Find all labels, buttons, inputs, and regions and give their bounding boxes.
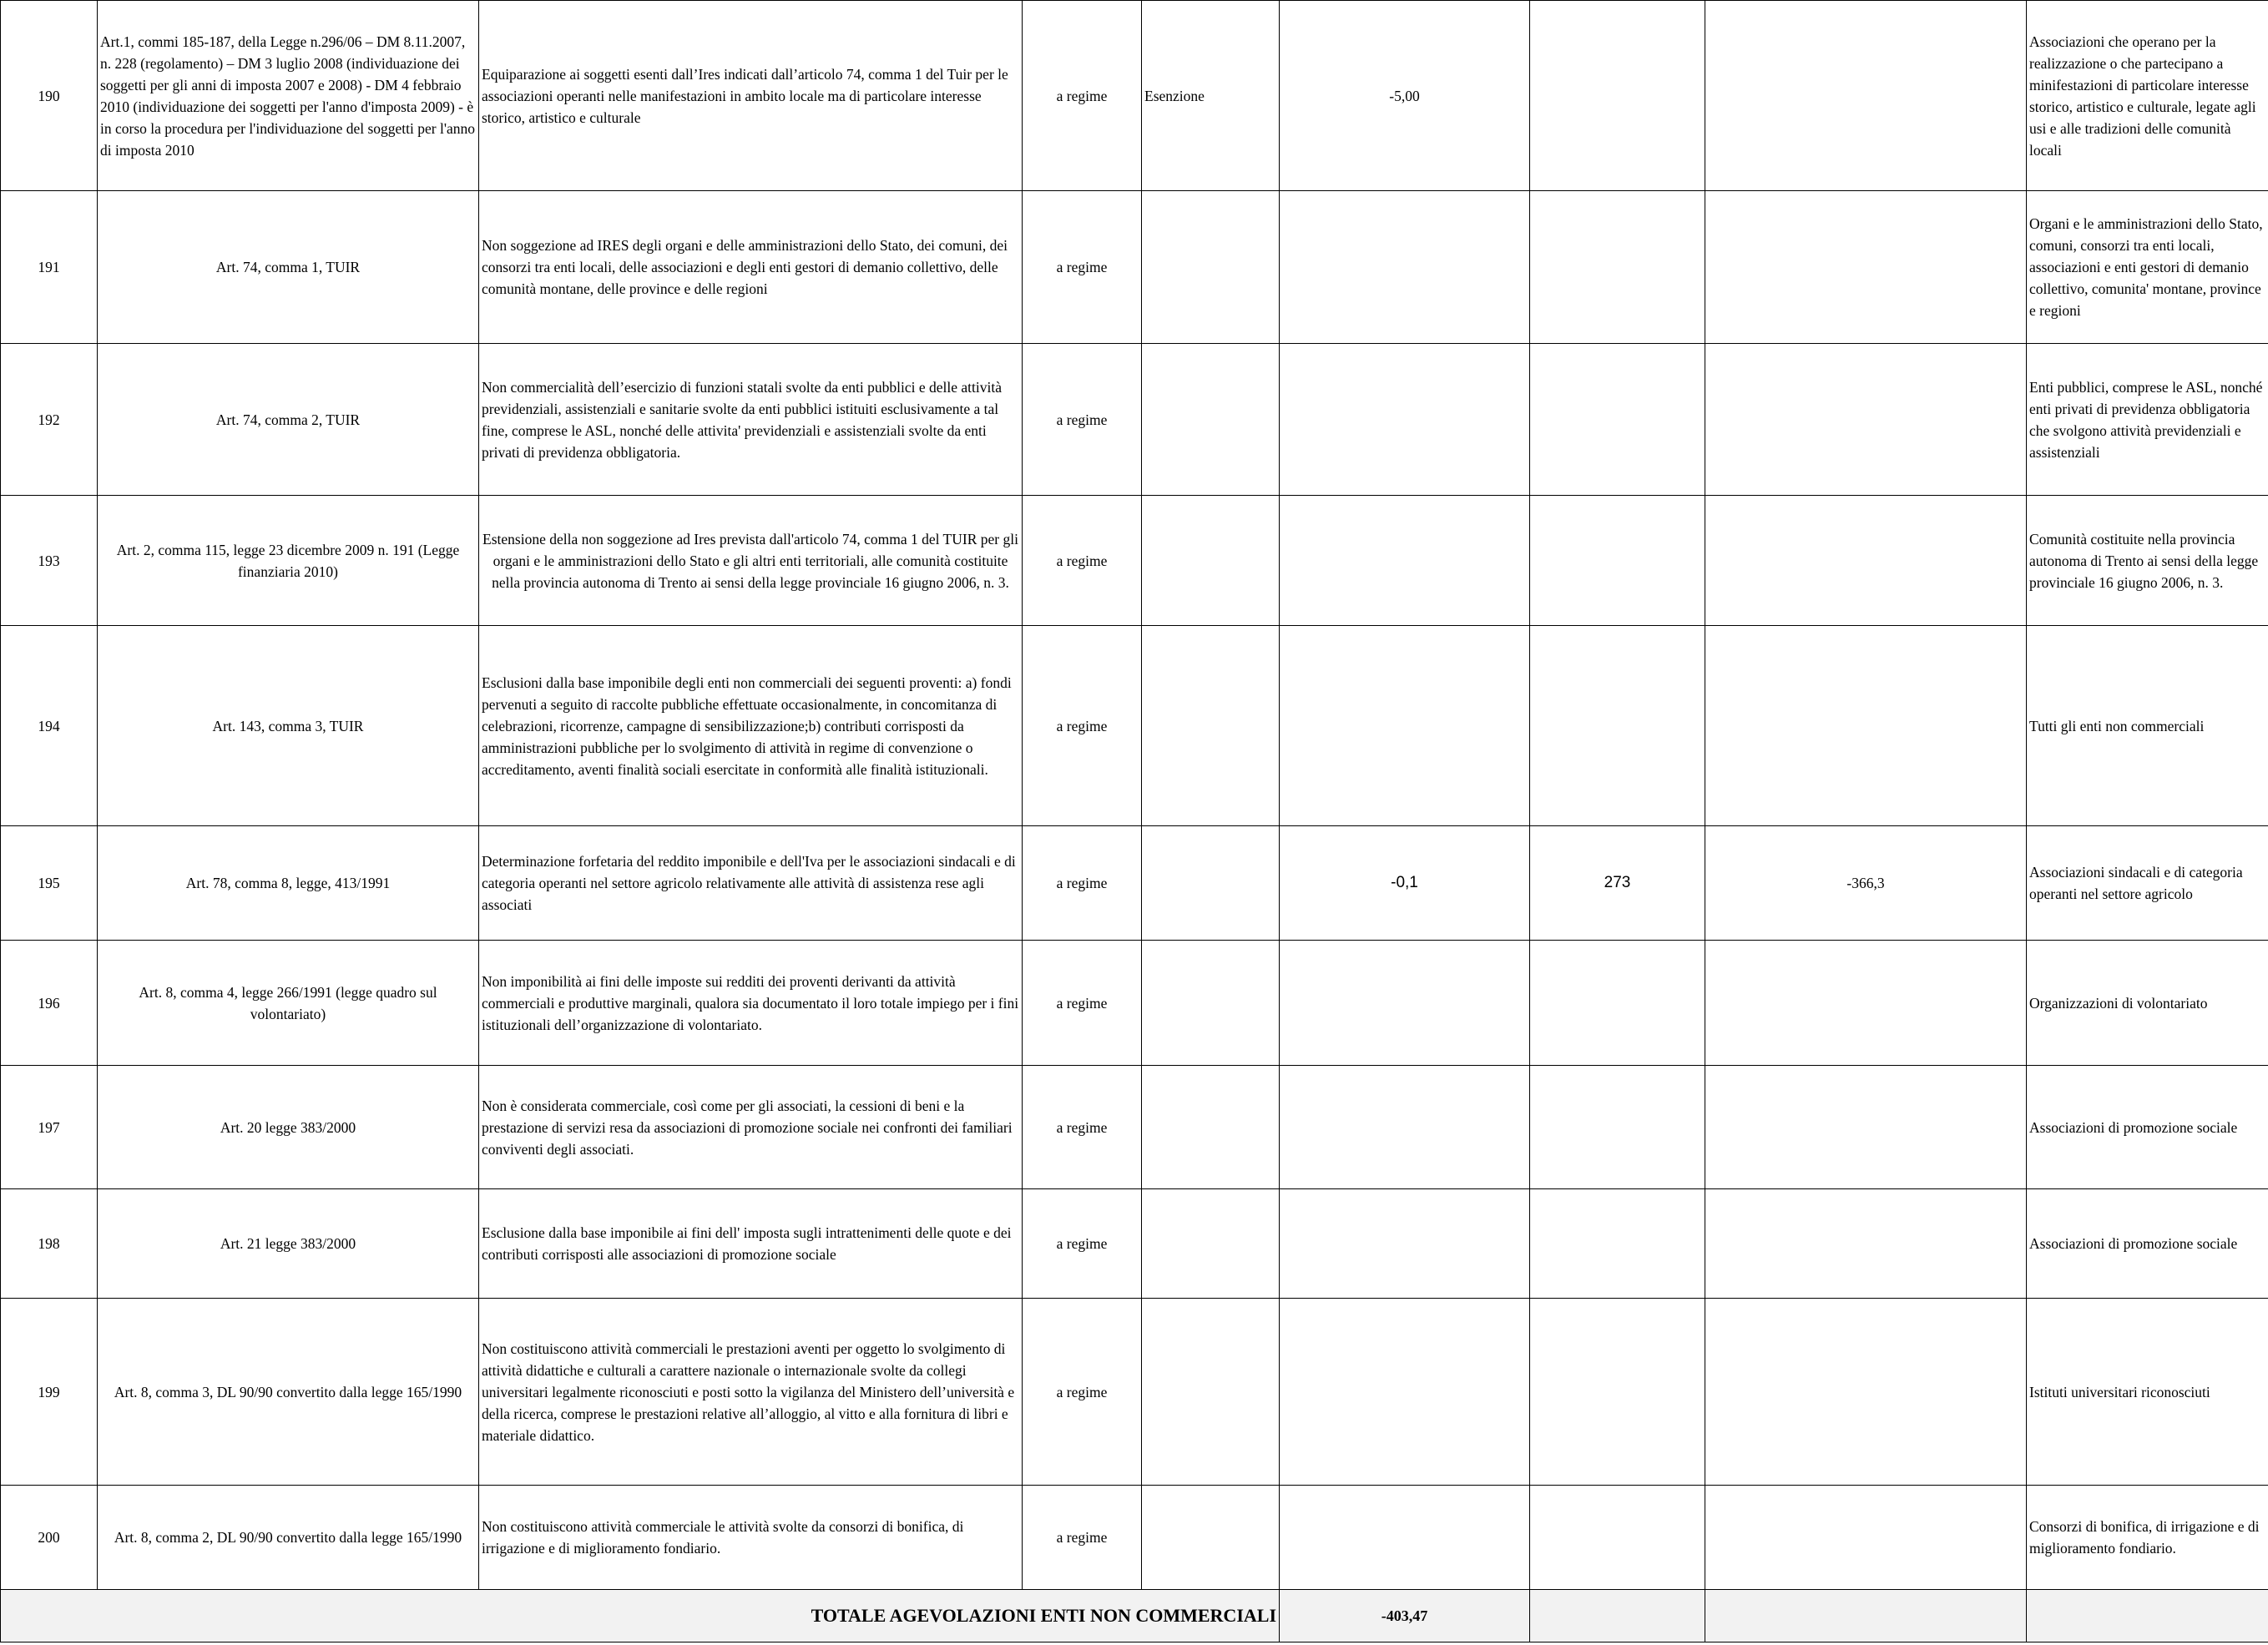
- beneficiaries: Comunità costituite nella provincia autonoma di Trento ai sensi della legge provinciale 16 giugno 2006, n. 3.: [2027, 496, 2268, 626]
- table-row: [1, 344, 2268, 496]
- duration: a regime: [1023, 941, 1142, 1066]
- duration: a regime: [1023, 344, 1142, 496]
- row-number: 196: [1, 941, 98, 1066]
- description: Non soggezione ad IRES degli organi e delle amministrazioni dello Stato, dei comuni, dei consorzi tra enti locali, delle associazioni e degli enti gestori di demanio collettivo, delle comunità montane, delle province e delle regioni: [479, 191, 1023, 344]
- value-2: [1530, 1066, 1705, 1189]
- row-number: 195: [1, 826, 98, 941]
- value-3: [1705, 1, 2027, 191]
- value-2: [1530, 344, 1705, 496]
- total-row: [1, 1590, 2268, 1642]
- value-3: [1705, 941, 2027, 1066]
- value-1: [1280, 1066, 1530, 1189]
- value-3: -366,3: [1705, 826, 2027, 941]
- total-empty-cell: [1530, 1590, 1705, 1642]
- row-number: 198: [1, 1189, 98, 1299]
- beneficiaries: Enti pubblici, comprese le ASL, nonché enti privati di previdenza obbligatoria che svolgono attività previdenziali e assistenziali: [2027, 344, 2268, 496]
- duration: a regime: [1023, 1486, 1142, 1590]
- duration: a regime: [1023, 1066, 1142, 1189]
- description: Non commercialità dell’esercizio di funzioni statali svolte da enti pubblici e delle attività previdenziali, assistenziali e sanitarie svolte da enti pubblici istituiti esclusivamente a tal fine, comprese le ASL, nonché delle attivita' previdenziali e assistenziali svolte da enti privati di previdenza obbligatoria.: [479, 344, 1023, 496]
- value-2: [1530, 1299, 1705, 1486]
- value-1: [1280, 941, 1530, 1066]
- legal-reference: Art. 20 legge 383/2000: [98, 1066, 479, 1189]
- beneficiaries: Associazioni di promozione sociale: [2027, 1066, 2268, 1189]
- value-3: [1705, 191, 2027, 344]
- duration: a regime: [1023, 1, 1142, 191]
- beneficiaries: Organi e le amministrazioni dello Stato, comuni, consorzi tra enti locali, associazioni e enti gestori di demanio collettivo, comunita' montane, province e regioni: [2027, 191, 2268, 344]
- description: Non costituiscono attività commerciale le attività svolte da consorzi di bonifica, di irrigazione e di miglioramento fondiario.: [479, 1486, 1023, 1590]
- value-3: [1705, 1299, 2027, 1486]
- value-3: [1705, 1066, 2027, 1189]
- value-3: [1705, 626, 2027, 826]
- row-number: 191: [1, 191, 98, 344]
- beneficiaries: Associazioni di promozione sociale: [2027, 1189, 2268, 1299]
- value-2: [1530, 496, 1705, 626]
- row-number: 193: [1, 496, 98, 626]
- legal-reference: Art. 8, comma 4, legge 266/1991 (legge quadro sul volontariato): [98, 941, 479, 1066]
- value-2: 273: [1530, 826, 1705, 941]
- value-1: [1280, 1486, 1530, 1590]
- row-number: 199: [1, 1299, 98, 1486]
- total-label: TOTALE AGEVOLAZIONI ENTI NON COMMERCIALI: [1, 1590, 1280, 1642]
- duration: a regime: [1023, 1189, 1142, 1299]
- relief-type: [1142, 826, 1280, 941]
- description: Determinazione forfetaria del reddito imponibile e dell'Iva per le associazioni sindacali e di categoria operanti nel settore agricolo relativamente alle attività di assistenza rese agli associati: [479, 826, 1023, 941]
- value-2: [1530, 626, 1705, 826]
- relief-type: [1142, 496, 1280, 626]
- row-number: 190: [1, 1, 98, 191]
- relief-type: [1142, 344, 1280, 496]
- relief-type: [1142, 191, 1280, 344]
- duration: a regime: [1023, 826, 1142, 941]
- value-3: [1705, 1189, 2027, 1299]
- description: Non è considerata commerciale, così come per gli associati, la cessioni di beni e la prestazione di servizi resa da associazioni di promozione sociale nei confronti dei familiari conviventi degli associati.: [479, 1066, 1023, 1189]
- description: Non costituiscono attività commerciali le prestazioni aventi per oggetto lo svolgimento di attività didattiche e culturali a carattere nazionale o internazionale svolte da collegi universitari legalmente riconosciuti e posti sotto la vigilanza del Ministero dell’università e della ricerca, comprese le prestazioni relative all’alloggio, al vitto e alla fornitura di libri e materiale didattico.: [479, 1299, 1023, 1486]
- legal-reference: Art. 21 legge 383/2000: [98, 1189, 479, 1299]
- relief-type: [1142, 626, 1280, 826]
- legal-reference: Art. 74, comma 1, TUIR: [98, 191, 479, 344]
- table-row: [1, 1299, 2268, 1486]
- relief-type: [1142, 1486, 1280, 1590]
- legal-reference: Art. 8, comma 2, DL 90/90 convertito dalla legge 165/1990: [98, 1486, 479, 1590]
- table-row: [1, 191, 2268, 344]
- value-1: [1280, 344, 1530, 496]
- description: Estensione della non soggezione ad Ires prevista dall'articolo 74, comma 1 del TUIR per gli organi e le amministrazioni dello Stato e gli altri enti territoriali, alle comunità costituite nella provincia autonoma di Trento ai sensi della legge provinciale 16 giugno 2006, n. 3.: [479, 496, 1023, 626]
- value-1: [1280, 191, 1530, 344]
- value-1: -5,00: [1280, 1, 1530, 191]
- value-3: [1705, 496, 2027, 626]
- relief-type: [1142, 1189, 1280, 1299]
- description: Esclusioni dalla base imponibile degli enti non commerciali dei seguenti proventi: a) fondi pervenuti a seguito di raccolte pubbliche effettuate occasionalmente, in concomitanza di celebrazioni, ricorrenze, campagne di sensibilizzazione;b) contributi corrisposti da amministrazioni pubbliche per lo svolgimento di attività in regime di convenzione o accreditamento, aventi finalità sociali esercitate in conformità alle finalità istituzionali.: [479, 626, 1023, 826]
- table-row: [1, 626, 2268, 826]
- value-1: [1280, 626, 1530, 826]
- total-empty-cell: [2027, 1590, 2268, 1642]
- value-1: [1280, 1299, 1530, 1486]
- beneficiaries: Associazioni che operano per la realizzazione o che partecipano a minifestazioni di particolare interesse storico, artistico e culturale, legate agli usi e alle tradizioni delle comunità locali: [2027, 1, 2268, 191]
- table-row: [1, 1066, 2268, 1189]
- table-row: [1, 496, 2268, 626]
- table-row: [1, 1486, 2268, 1590]
- duration: a regime: [1023, 1299, 1142, 1486]
- legal-reference: Art.1, commi 185-187, della Legge n.296/06 – DM 8.11.2007, n. 228 (regolamento) – DM 3 luglio 2008 (individuazione dei soggetti per gli anni di imposta 2007 e 2008) - DM 4 febbraio 2010 (individuazione dei soggetti per l'anno d'imposta 2009) - è in corso la procedura per l'individuazione del soggetti per l'anno di imposta 2010: [98, 1, 479, 191]
- row-number: 192: [1, 344, 98, 496]
- duration: a regime: [1023, 626, 1142, 826]
- duration: a regime: [1023, 496, 1142, 626]
- value-2: [1530, 1486, 1705, 1590]
- beneficiaries: Istituti universitari riconosciuti: [2027, 1299, 2268, 1486]
- value-3: [1705, 1486, 2027, 1590]
- beneficiaries: Tutti gli enti non commerciali: [2027, 626, 2268, 826]
- value-2: [1530, 1189, 1705, 1299]
- relief-type: [1142, 1299, 1280, 1486]
- legal-reference: Art. 8, comma 3, DL 90/90 convertito dalla legge 165/1990: [98, 1299, 479, 1486]
- value-1: [1280, 1189, 1530, 1299]
- table-row: [1, 1189, 2268, 1299]
- description: Equiparazione ai soggetti esenti dall’Ires indicati dall’articolo 74, comma 1 del Tuir per le associazioni operanti nelle manifestazioni in ambito locale ma di particolare interesse storico, artistico e culturale: [479, 1, 1023, 191]
- row-number: 200: [1, 1486, 98, 1590]
- value-2: [1530, 941, 1705, 1066]
- value-2: [1530, 1, 1705, 191]
- legal-reference: Art. 74, comma 2, TUIR: [98, 344, 479, 496]
- total-value: -403,47: [1280, 1590, 1530, 1642]
- relief-type: [1142, 941, 1280, 1066]
- duration: a regime: [1023, 191, 1142, 344]
- legal-reference: Art. 78, comma 8, legge, 413/1991: [98, 826, 479, 941]
- description: Non imponibilità ai fini delle imposte sui redditi dei proventi derivanti da attività commerciali e produttive marginali, qualora sia documentato il loro totale impiego per i fini istituzionali dell’organizzazione di volontariato.: [479, 941, 1023, 1066]
- legal-reference: Art. 143, comma 3, TUIR: [98, 626, 479, 826]
- table-row: [1, 941, 2268, 1066]
- row-number: 194: [1, 626, 98, 826]
- description: Esclusione dalla base imponibile ai fini dell' imposta sugli intrattenimenti delle quote e dei contributi corrisposti alle associazioni di promozione sociale: [479, 1189, 1023, 1299]
- relief-type: [1142, 1066, 1280, 1189]
- table-row: [1, 826, 2268, 941]
- beneficiaries: Associazioni sindacali e di categoria operanti nel settore agricolo: [2027, 826, 2268, 941]
- row-number: 197: [1, 1066, 98, 1189]
- value-3: [1705, 344, 2027, 496]
- value-2: [1530, 191, 1705, 344]
- beneficiaries: Consorzi di bonifica, di irrigazione e di miglioramento fondiario.: [2027, 1486, 2268, 1590]
- total-empty-cell: [1705, 1590, 2027, 1642]
- value-1: [1280, 496, 1530, 626]
- table-row: [1, 1, 2268, 191]
- value-1: -0,1: [1280, 826, 1530, 941]
- beneficiaries: Organizzazioni di volontariato: [2027, 941, 2268, 1066]
- legal-reference: Art. 2, comma 115, legge 23 dicembre 2009 n. 191 (Legge finanziaria 2010): [98, 496, 479, 626]
- relief-type: Esenzione: [1142, 1, 1280, 191]
